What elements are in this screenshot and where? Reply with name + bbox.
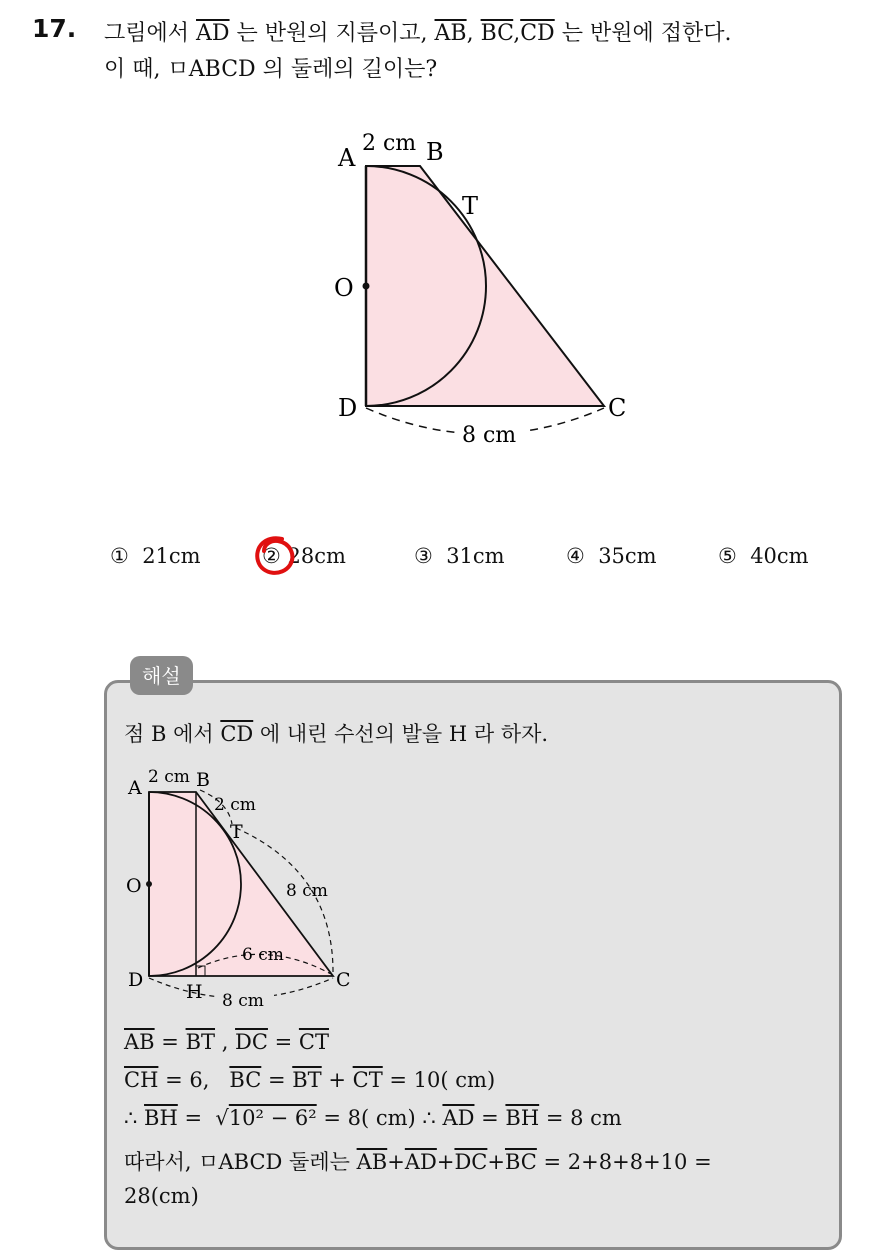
segment-bt: $\overline{BT}$ — [185, 1030, 216, 1054]
equation-text: , — [215, 1030, 236, 1054]
segment-ch: $\overline{CH}$ — [124, 1068, 159, 1092]
choice-1[interactable] — [110, 544, 201, 568]
solution-figure — [124, 762, 384, 1012]
equation-text: = — [154, 1030, 186, 1054]
label-h: H — [186, 981, 203, 1003]
equation-line-4 — [124, 1146, 712, 1176]
question-number: 17. — [32, 14, 77, 43]
label-o: O — [334, 274, 354, 302]
label-b: B — [426, 138, 444, 166]
segment-bh: $\overline{BH}$ — [505, 1106, 540, 1130]
question-text: , — [513, 21, 521, 46]
equation-text: 따라서, ㅁABCD 둘레는 — [124, 1150, 357, 1174]
label-d: D — [338, 394, 358, 422]
question-text: 그림에서 — [104, 21, 197, 46]
equation-text: = — [474, 1106, 506, 1130]
explanation-tag: 해설 — [130, 656, 193, 695]
length-bt: 2 cm — [214, 795, 256, 815]
segment-dc: $\overline{DC}$ — [454, 1150, 488, 1174]
segment-bc: $\overline{BC}$ — [480, 21, 514, 46]
question-line-2: 이 때, ㅁABCD 의 둘레의 길이는? — [104, 57, 438, 82]
segment-bc: $\overline{BC}$ — [229, 1068, 262, 1092]
segment-ad: $\overline{AD}$ — [442, 1106, 475, 1130]
equation-line-5: 28(cm) — [124, 1184, 199, 1208]
equation-text: = — [267, 1030, 299, 1054]
label-a: A — [338, 144, 356, 172]
choice-mark: ② — [262, 544, 281, 568]
equation-text: = 8( cm) ∴ — [316, 1106, 443, 1130]
length-ct: 8 cm — [286, 881, 328, 901]
question-text: 는 반원에 접한다. — [554, 21, 732, 46]
segment-ct: $\overline{CT}$ — [298, 1030, 329, 1054]
length-ab: 2 cm — [148, 767, 190, 787]
length-dc: 8 cm — [222, 991, 264, 1011]
label-t: T — [230, 821, 243, 843]
choice-text: 35cm — [598, 544, 657, 568]
equation-text: = 6, — [158, 1068, 230, 1092]
equation-text: = 8 cm — [539, 1106, 622, 1130]
explanation-text: 에 내린 수선의 발을 H 라 하자. — [253, 722, 549, 746]
label-t: T — [462, 192, 479, 220]
choice-text: 28cm — [287, 544, 346, 568]
label-o: O — [126, 875, 142, 897]
choice-5[interactable] — [718, 544, 809, 568]
length-dc: 8 cm — [462, 423, 517, 448]
choice-mark: ⑤ — [718, 544, 737, 568]
equation-text: = 10( cm) — [382, 1068, 496, 1092]
label-c: C — [336, 969, 351, 991]
segment-cd: $\overline{CD}$ — [220, 722, 254, 746]
choice-text: 21cm — [142, 544, 201, 568]
equation-line-2 — [124, 1068, 495, 1092]
choice-mark: ④ — [566, 544, 585, 568]
segment-bh: $\overline{BH}$ — [144, 1106, 178, 1130]
equation-text: + — [387, 1150, 405, 1174]
center-point-o — [363, 283, 370, 290]
segment-bc: $\overline{BC}$ — [504, 1150, 537, 1174]
label-b: B — [196, 769, 210, 791]
segment-ab: $\overline{AB}$ — [356, 1150, 388, 1174]
label-c: C — [608, 394, 627, 422]
segment-ad: $\overline{AD}$ — [196, 21, 230, 46]
center-point-o — [146, 881, 152, 887]
radicand: 10² − 6² — [228, 1106, 317, 1130]
segment-ct: $\overline{CT}$ — [352, 1068, 383, 1092]
segment-dc: $\overline{DC}$ — [235, 1030, 268, 1054]
trapezoid-figure — [320, 120, 660, 460]
label-d: D — [128, 969, 144, 991]
choice-text: 40cm — [750, 544, 809, 568]
label-a: A — [128, 777, 142, 799]
choice-mark: ① — [110, 544, 129, 568]
segment-ab: $\overline{AB}$ — [434, 21, 467, 46]
equation-line-1 — [124, 1030, 329, 1054]
explanation-intro — [124, 718, 548, 748]
equation-text: + — [436, 1150, 455, 1174]
equation-text: = — [261, 1068, 293, 1092]
choice-text: 31cm — [446, 544, 505, 568]
explanation-text: 점 B 에서 — [124, 722, 221, 746]
segment-cd: $\overline{CD}$ — [520, 21, 555, 46]
question-line-1 — [104, 16, 731, 47]
choice-mark: ③ — [414, 544, 433, 568]
segment-bt: $\overline{BT}$ — [292, 1068, 322, 1092]
therefore-symbol: ∴ — [124, 1106, 145, 1130]
choice-4[interactable] — [566, 544, 657, 568]
question-text: 는 반원의 지름이고, — [229, 21, 435, 46]
segment-ad: $\overline{AD}$ — [404, 1150, 437, 1174]
sqrt-symbol: √ — [215, 1106, 229, 1130]
equation-text: + — [487, 1150, 505, 1174]
segment-ab: $\overline{AB}$ — [124, 1030, 155, 1054]
equation-text: = — [177, 1106, 216, 1130]
choice-3[interactable] — [414, 544, 505, 568]
equation-text: = 2+8+8+10 = — [536, 1150, 712, 1174]
equation-line-3 — [124, 1106, 622, 1130]
length-ab: 2 cm — [362, 131, 417, 156]
length-hc: 6 cm — [242, 945, 284, 965]
equation-text: + — [321, 1068, 353, 1092]
selected-answer-circle-icon — [252, 533, 298, 579]
question-text: , — [466, 21, 481, 46]
